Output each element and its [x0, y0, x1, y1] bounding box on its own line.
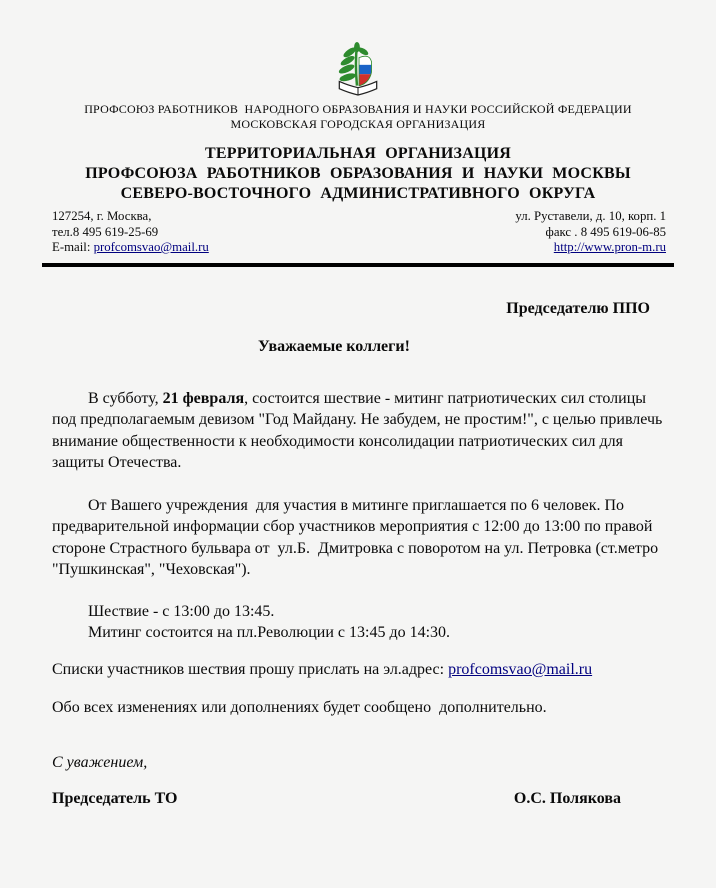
contact-left-column — [52, 209, 209, 256]
union-emblem-icon — [335, 42, 381, 96]
letter-body — [0, 298, 716, 810]
fax-number: факс . 8 495 619-06-85 — [545, 224, 666, 239]
schedule-meeting: Митинг состоится на пл.Революции с 13:45 до 14:30. — [88, 624, 451, 641]
paragraph-invitation: От Вашего учреждения для участия в митинге приглашается по 6 человек. По предварительной информации сбор участников мероприятия с 12:00 до 13:00 по правой стороне Страстного бульвара от ул.Б. Дмитровка с поворотом на ул. Петровка (ст.метро "Пушкинская", "Чеховская"). — [52, 496, 663, 578]
phone-number: тел.8 495 619-25-69 — [52, 224, 159, 239]
signature-title: Председатель ТО — [52, 790, 178, 807]
paragraph-announcement — [52, 388, 666, 474]
signature-row — [52, 788, 666, 810]
salutation: Уважаемые коллеги! — [258, 338, 410, 355]
org-name-line2: МОСКОВСКАЯ ГОРОДСКАЯ ОРГАНИЗАЦИЯ — [230, 116, 486, 131]
email-label: E-mail: — [52, 240, 94, 254]
lists-request — [52, 659, 666, 681]
title-line3: СЕВЕРО-ВОСТОЧНОГО АДМИНИСТРАТИВНОГО ОКРУГА — [120, 185, 596, 202]
lists-text: Списки участников шествия прошу прислать на эл.адрес: — [52, 660, 449, 678]
schedule-march: Шествие - с 13:00 до 13:45. — [88, 602, 275, 620]
logo-container — [0, 0, 716, 96]
p1-text-before: В субботу, — [88, 389, 163, 407]
p1-date-bold: 21 февраля — [162, 389, 245, 407]
title-line2: ПРОФСОЮЗА РАБОТНИКОВ ОБРАЗОВАНИЯ И НАУКИ МОСКВЫ — [85, 165, 631, 182]
contact-info — [52, 209, 666, 256]
title-line1: ТЕРРИТОРИАЛЬНАЯ ОРГАНИЗАЦИЯ — [204, 145, 512, 162]
signature-name: О.С. Полякова — [513, 790, 621, 807]
divider-rule — [42, 263, 674, 267]
contact-right-column — [515, 209, 666, 256]
territorial-org-title — [0, 144, 716, 204]
p1-text-after: , состоится шествие - митинг патриотических сил столицы под предполагаемым девизом "Год Майдану. Не забудем, не простим!", с целью привлечь внимание общественности к необходимости консолидации патриотических сил для защиты Отечества. — [52, 389, 667, 471]
org-name-line1: ПРОФСОЮЗ РАБОТНИКОВ НАРОДНОГО ОБРАЗОВАНИЯ И НАУКИ РОССИЙСКОЙ ФЕДЕРАЦИИ — [84, 102, 632, 116]
addressee: Председателю ППО — [506, 299, 650, 317]
website-link[interactable]: http://www.pron-m.ru — [553, 240, 666, 254]
street-address: ул. Руставели, д. 10, корп. 1 — [515, 209, 666, 223]
postal-address: 127254, г. Москва, — [52, 209, 152, 223]
organization-header — [0, 102, 716, 131]
email-row — [52, 240, 209, 256]
closing-regards: С уважением, — [52, 753, 148, 771]
email-link[interactable]: profcomsvao@mail.ru — [93, 240, 209, 254]
lists-email-link[interactable]: profcomsvao@mail.ru — [448, 660, 593, 678]
changes-notice: Обо всех изменениях или дополнениях будет сообщено дополнительно. — [52, 699, 547, 716]
